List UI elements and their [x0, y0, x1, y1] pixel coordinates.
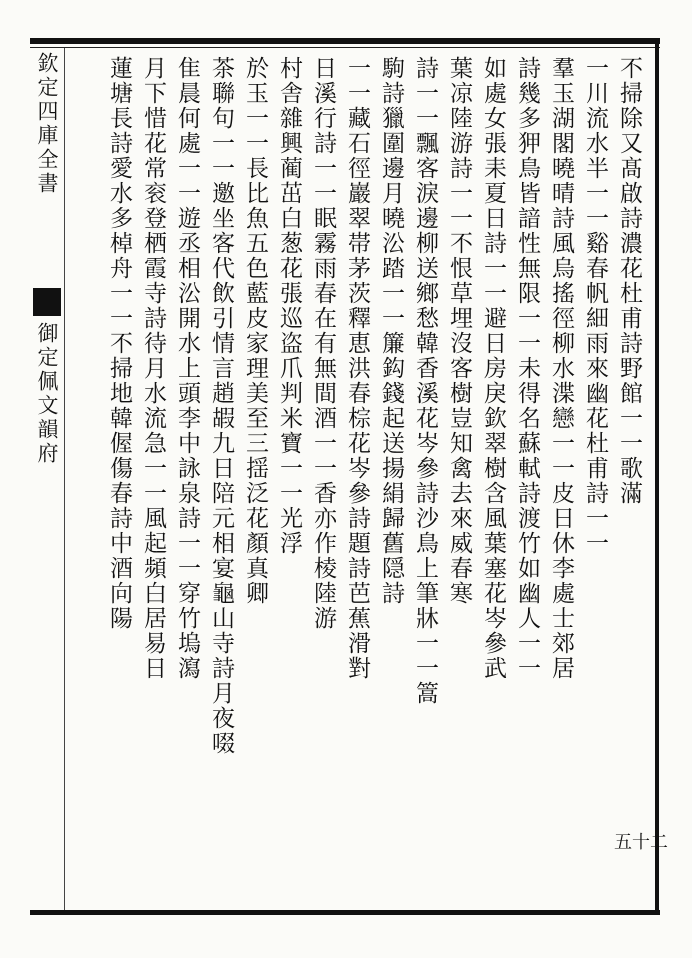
bottom-border	[30, 910, 660, 915]
text-column: 隹晨何處一一遊丞相㳂開水上頭李中詠泉詩一一穿竹塢瀉	[174, 56, 200, 681]
text-column: 詩幾多狎鳥皆諳性無限一一未得名蘇軾詩渡竹如幽人一一	[514, 56, 540, 681]
right-border	[655, 38, 659, 915]
book-title: 欽定四庫全書	[35, 52, 59, 196]
text-column: 村舎雜興蔺茁白葱花張巡盗爪判米寶一一光浮	[276, 56, 302, 556]
text-column: 詩一一飄客淚邊柳送鄉愁韓香溪花岑參詩沙鳥上筆牀一一篙	[412, 56, 438, 706]
text-column: 日溪行詩一一眠霧雨春在有無間酒一一香亦作棱陸游	[310, 56, 336, 631]
fishtail-marker	[33, 288, 61, 316]
text-column: 一一藏石徑巖翠帯茅茨釋恵洪春棕花岑參詩題詩芭蕉滑對	[344, 56, 370, 681]
text-column: 駒詩獵圍邊月曉㳂踏一一簾鈎錢起送揚絹歸舊隠詩	[378, 56, 404, 606]
page-number: 五十二	[614, 832, 668, 853]
margin-divider	[64, 48, 65, 910]
text-column: 不掃除又髙啟詩濃花杜甫詩野館一一歌滿	[616, 56, 642, 506]
text-column: 如處女張耒夏日詩一一避日房戾欽翠樹含風葉塞花岑參武	[480, 56, 506, 681]
text-column: 於玉一一長比魚五色藍皮家理美至三揺泛花顏真卿	[242, 56, 268, 606]
top-border-inner	[30, 47, 660, 48]
text-column: 羣玉湖閣曉晴詩風烏搖徑柳水渫戀一一皮日休李處士郊居	[548, 56, 574, 681]
top-border	[30, 38, 660, 44]
text-column: 葉凉陸游詩一一不恨草埋沒客樹豈知禽去來威春寒	[446, 56, 472, 606]
text-column: 茶聯句一一邀坐客代飲引情言趙嘏九日陪元相宴龜山寺詩月夜啜	[208, 56, 234, 756]
text-column: 月下惜花常衮登栖霞寺詩待月水流急一一風起頻白居易日	[140, 56, 166, 681]
text-column: 一川流水半一一谿春帆細雨來幽花杜甫詩一一	[582, 56, 608, 556]
text-column: 蓮塘長詩愛水多棹舟一一不掃地韓偓傷春詩中酒向陽	[106, 56, 132, 631]
section-title: 御定佩文韻府	[35, 322, 59, 466]
